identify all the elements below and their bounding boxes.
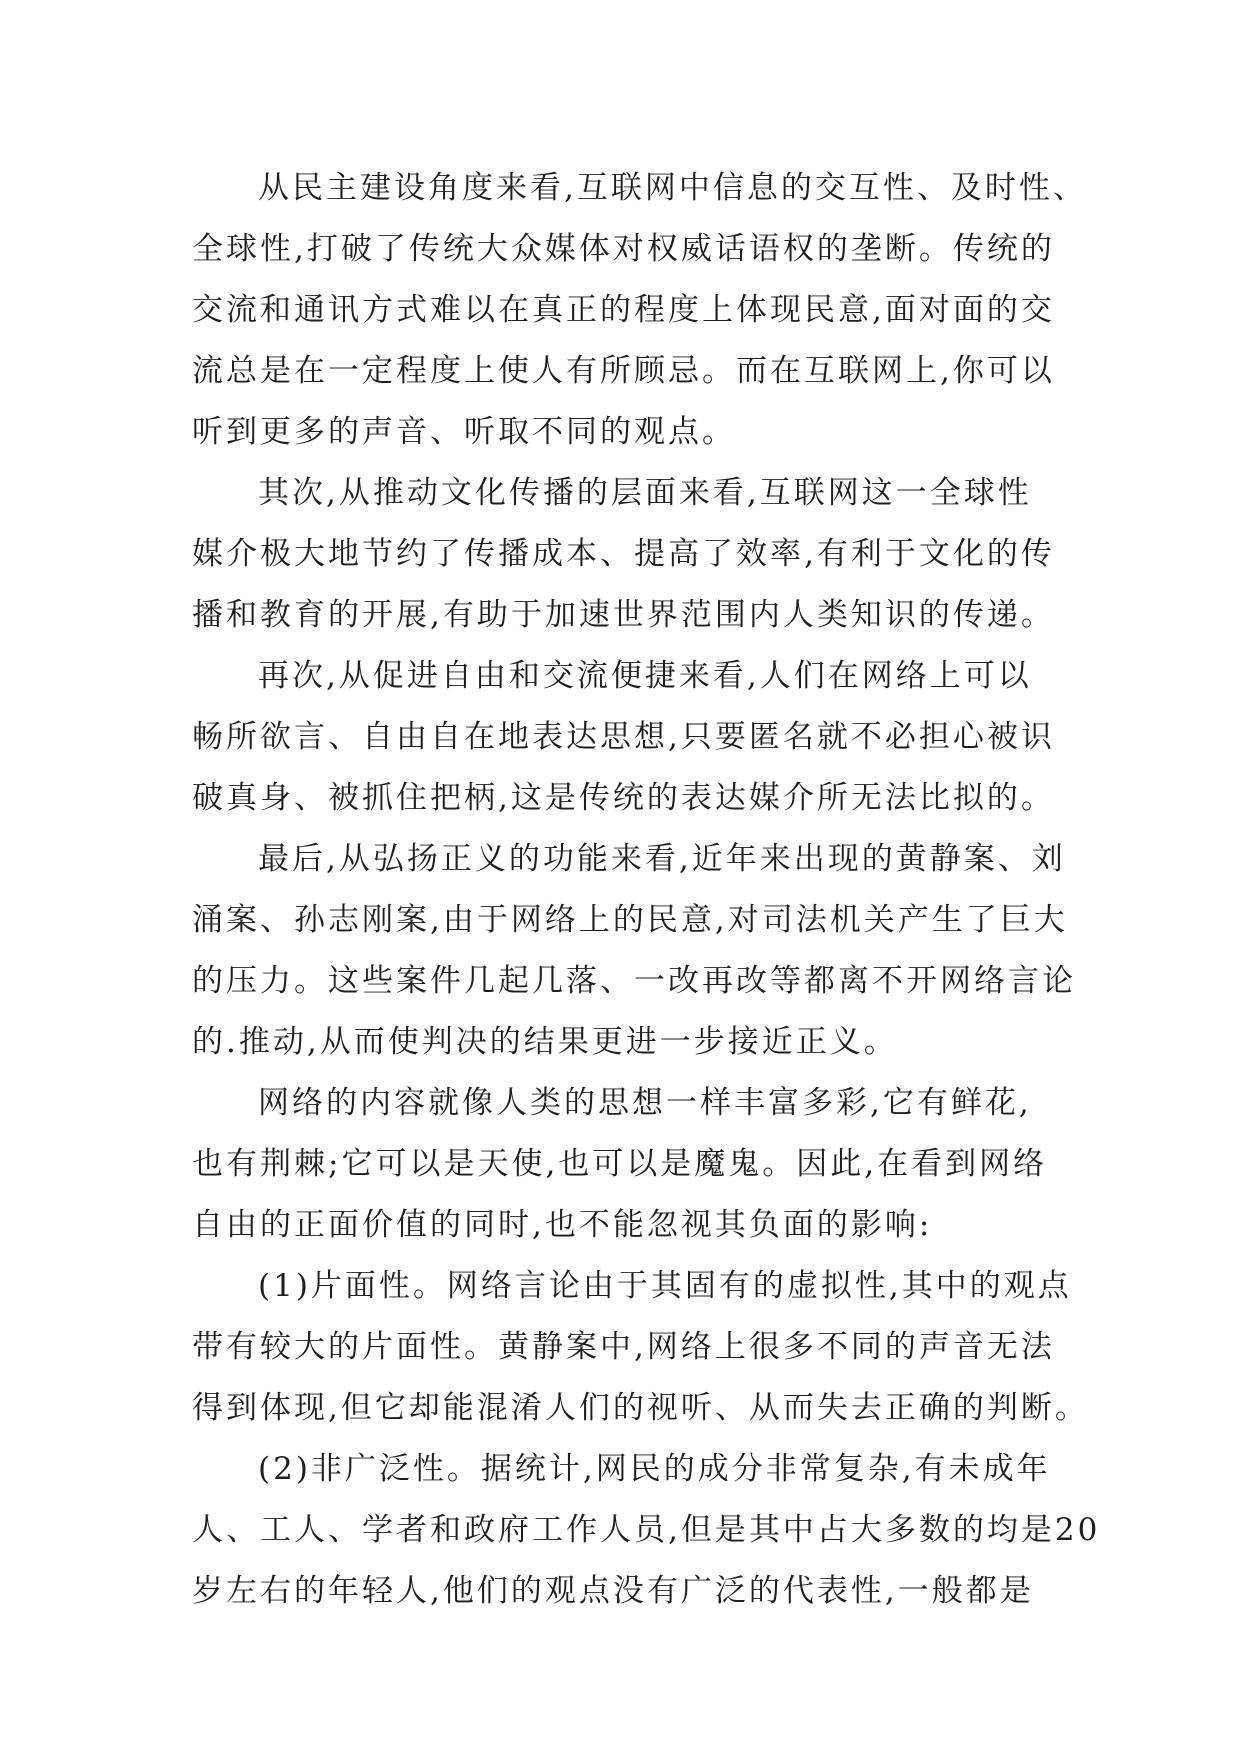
text-line: 带有较大的片面性。黄静案中,网络上很多不同的声音无法 [192, 1329, 1055, 1365]
text-line: (1)片面性。网络言论由于其固有的虚拟性,其中的观点 [258, 1268, 1072, 1304]
text-line: 交流和通讯方式难以在真正的程度上体现民意,面对面的交 [192, 292, 1055, 328]
text-line: 全球性,打破了传统大众媒体对权威话语权的垄断。传统的 [192, 231, 1055, 267]
text-line: 的压力。这些案件几起几落、一改再改等都离不开网络言论 [192, 963, 1076, 999]
text-line: 人、工人、学者和政府工作人员,但是其中占大多数的均是20 [192, 1512, 1101, 1548]
text-line: 最后,从弘扬正义的功能来看,近年来出现的黄静案、刘 [258, 841, 1066, 877]
text-line: 媒介极大地节约了传播成本、提高了效率,有利于文化的传 [192, 536, 1055, 572]
text-line: 网络的内容就像人类的思想一样丰富多彩,它有鲜花, [258, 1085, 1032, 1121]
text-line: 其次,从推动文化传播的层面来看,互联网这一全球性 [258, 475, 1032, 511]
text-line: 听到更多的声音、听取不同的观点。 [192, 414, 736, 450]
text-line: 流总是在一定程度上使人有所顾忌。而在互联网上,你可以 [192, 353, 1055, 389]
text-line: 也有荆棘;它可以是天使,也可以是魔鬼。因此,在看到网络 [192, 1146, 1048, 1182]
text-line: 再次,从促进自由和交流便捷来看,人们在网络上可以 [258, 658, 1032, 694]
text-line: 从民主建设角度来看,互联网中信息的交互性、及时性、 [258, 170, 1087, 206]
text-line: 涌案、孙志刚案,由于网络上的民意,对司法机关产生了巨大 [192, 902, 1068, 938]
text-line: 得到体现,但它却能混淆人们的视听、从而失去正确的判断。 [192, 1390, 1089, 1426]
text-line: 破真身、被抓住把柄,这是传统的表达媒介所无法比拟的。 [192, 780, 1055, 816]
text-line: 畅所欲言、自由自在地表达思想,只要匿名就不必担心被识 [192, 719, 1055, 755]
text-line: (2)非广泛性。据统计,网民的成分非常复杂,有未成年 [258, 1451, 1051, 1487]
text-line: 播和教育的开展,有助于加速世界范围内人类知识的传递。 [192, 597, 1055, 633]
text-line: 自由的正面价值的同时,也不能忽视其负面的影响: [192, 1207, 933, 1243]
text-line: 岁左右的年轻人,他们的观点没有广泛的代表性,一般都是 [192, 1573, 1034, 1609]
text-line: 的.推动,从而使判决的结果更进一步接近正义。 [192, 1024, 898, 1060]
body-text [192, 158, 1101, 1622]
